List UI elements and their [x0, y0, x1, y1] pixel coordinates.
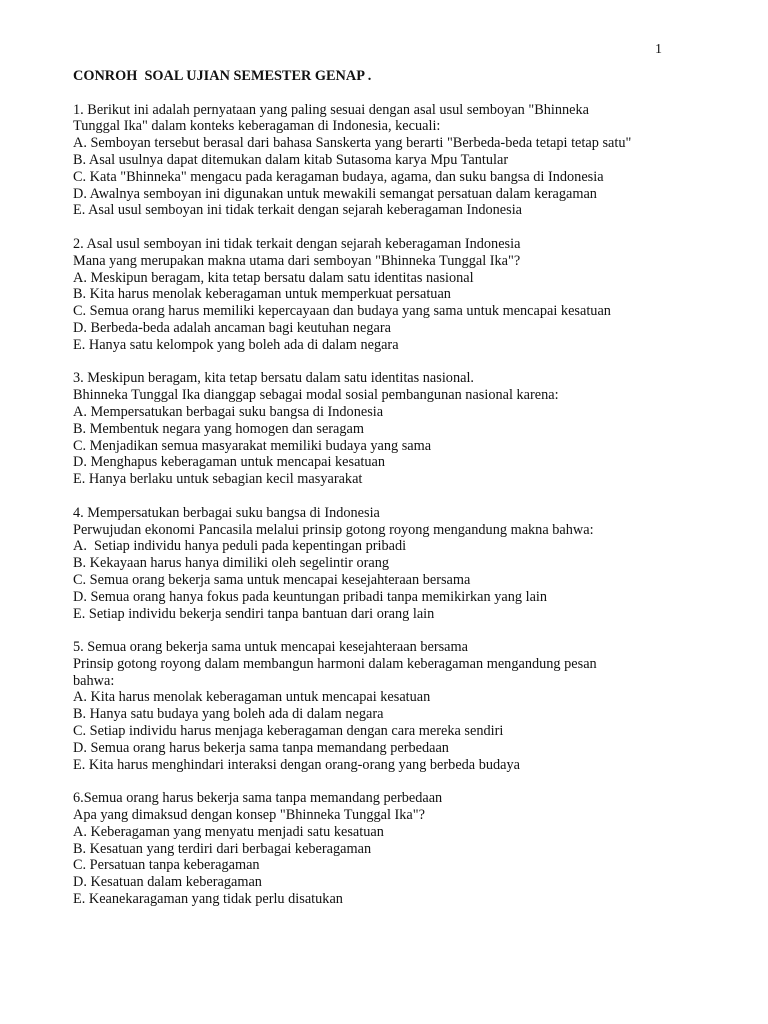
document-body [73, 68, 733, 925]
answer-option: A. Meskipun beragam, kita tetap bersatu dalam satu identitas nasional [73, 269, 474, 286]
answer-option: C. Menjadikan semua masyarakat memiliki budaya yang sama [73, 437, 432, 454]
question-6 [73, 790, 733, 908]
answer-option: D. Kesatuan dalam keberagaman [73, 874, 262, 891]
answer-option: D. Berbeda-beda adalah ancaman bagi keutuhan negara [73, 319, 391, 336]
answer-option: E. Setiap individu bekerja sendiri tanpa bantuan dari orang lain [73, 605, 435, 622]
answer-option: B. Membentuk negara yang homogen dan seragam [73, 420, 365, 437]
answer-option: E. Asal usul semboyan ini tidak terkait dengan sejarah keberagaman Indonesia [73, 202, 523, 219]
question-text: 6.Semua orang harus bekerja sama tanpa memandang perbedaan [73, 790, 443, 807]
answer-option: D. Menghapus keberagaman untuk mencapai kesatuan [73, 454, 386, 471]
question-text: 3. Meskipun beragam, kita tetap bersatu dalam satu identitas nasional. [73, 370, 474, 387]
question-3 [73, 370, 733, 488]
answer-option: B. Kesatuan yang terdiri dari berbagai keberagaman [73, 840, 372, 857]
question-text: Tunggal Ika" dalam konteks keberagaman di Indonesia, kecuali: [73, 118, 441, 135]
question-list [73, 102, 733, 908]
answer-option: A. Mempersatukan berbagai suku bangsa di Indonesia [73, 403, 384, 420]
answer-option: A. Kita harus menolak keberagaman untuk mencapai kesatuan [73, 689, 431, 706]
question-text: Prinsip gotong royong dalam membangun harmoni dalam keberagaman mengandung pesan [73, 655, 597, 672]
question-text: Apa yang dimaksud dengan konsep "Bhinneka Tunggal Ika"? [73, 807, 425, 824]
question-text: Mana yang merupakan makna utama dari semboyan "Bhinneka Tunggal Ika"? [73, 252, 521, 269]
answer-option: D. Awalnya semboyan ini digunakan untuk mewakili semangat persatuan dalam keragaman [73, 185, 597, 202]
answer-option: B. Asal usulnya dapat ditemukan dalam kitab Sutasoma karya Mpu Tantular [73, 151, 509, 168]
question-text: 2. Asal usul semboyan ini tidak terkait dengan sejarah keberagaman Indonesia [73, 235, 521, 252]
answer-option: B. Hanya satu budaya yang boleh ada di dalam negara [73, 706, 384, 723]
answer-option: E. Hanya berlaku untuk sebagian kecil masyarakat [73, 471, 363, 488]
answer-option: E. Kita harus menghindari interaksi dengan orang-orang yang berbeda budaya [73, 756, 521, 773]
answer-option: E. Keanekaragaman yang tidak perlu disatukan [73, 891, 343, 908]
question-text: 5. Semua orang bekerja sama untuk mencapai kesejahteraan bersama [73, 639, 468, 656]
answer-option: E. Hanya satu kelompok yang boleh ada di dalam negara [73, 336, 399, 353]
answer-option: A. Semboyan tersebut berasal dari bahasa Sanskerta yang berarti "Berbeda-beda tetapi tetap satu" [73, 135, 632, 152]
document-title: CONROH SOAL UJIAN SEMESTER GENAP . [73, 68, 372, 84]
answer-option: D. Semua orang hanya fokus pada keuntungan pribadi tanpa memikirkan yang lain [73, 588, 548, 605]
answer-option: B. Kita harus menolak keberagaman untuk memperkuat persatuan [73, 286, 451, 303]
question-text: 4. Mempersatukan berbagai suku bangsa di Indonesia [73, 504, 380, 521]
question-2 [73, 236, 733, 354]
question-text: Perwujudan ekonomi Pancasila melalui prinsip gotong royong mengandung makna bahwa: [73, 521, 594, 538]
answer-option: C. Semua orang harus memiliki kepercayaan dan budaya yang sama untuk mencapai kesatuan [73, 303, 611, 320]
answer-option: B. Kekayaan harus hanya dimiliki oleh segelintir orang [73, 555, 390, 572]
answer-option: C. Setiap individu harus menjaga keberagaman dengan cara mereka sendiri [73, 723, 504, 740]
answer-option: C. Persatuan tanpa keberagaman [73, 857, 260, 874]
answer-option: D. Semua orang harus bekerja sama tanpa memandang perbedaan [73, 739, 449, 756]
question-4 [73, 505, 733, 623]
page-number: 1 [655, 42, 662, 57]
answer-option: C. Kata "Bhinneka" mengacu pada keragaman budaya, agama, dan suku bangsa di Indonesia [73, 168, 604, 185]
question-text: bahwa: [73, 672, 115, 689]
answer-option: A. Keberagaman yang menyatu menjadi satu kesatuan [73, 823, 384, 840]
question-text: Bhinneka Tunggal Ika dianggap sebagai modal sosial pembangunan nasional karena: [73, 387, 559, 404]
question-1 [73, 102, 733, 220]
answer-option: A. Setiap individu hanya peduli pada kepentingan pribadi [73, 538, 407, 555]
question-5 [73, 639, 733, 773]
answer-option: C. Semua orang bekerja sama untuk mencapai kesejahteraan bersama [73, 571, 471, 588]
question-text: 1. Berikut ini adalah pernyataan yang paling sesuai dengan asal usul semboyan "Bhinneka [73, 101, 590, 118]
